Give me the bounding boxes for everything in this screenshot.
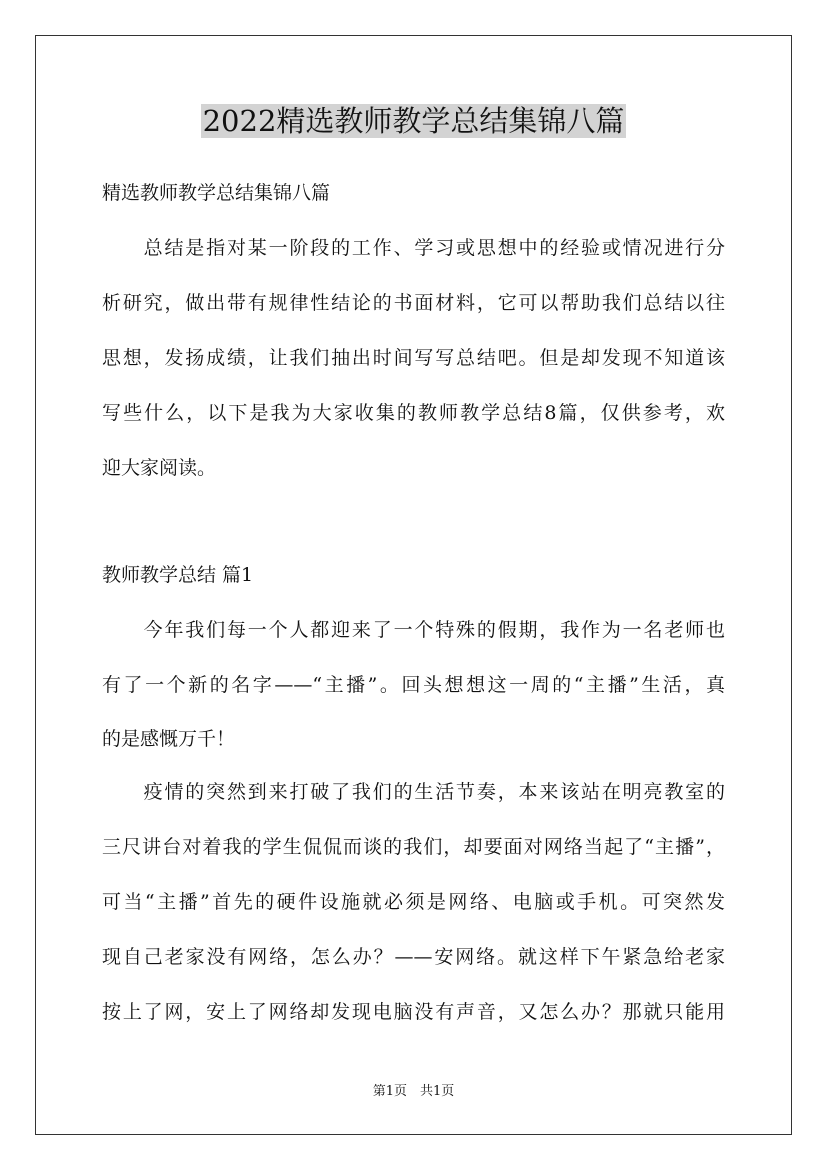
intro-line: 思想，发扬成绩，让我们抽出时间写写总结吧。但是却发现不知道该 <box>102 347 725 369</box>
intro-line: 总结是指对某一阶段的工作、学习或思想中的经验或情况进行分 <box>102 237 725 259</box>
paragraph-line: 现自己老家没有网络，怎么办？——安网络。就这样下午紧急给老家 <box>102 946 725 968</box>
intro-line: 析研究，做出带有规律性结论的书面材料，它可以帮助我们总结以往 <box>102 292 725 314</box>
paragraph-line: 今年我们每一个人都迎来了一个特殊的假期，我作为一名老师也 <box>102 619 725 641</box>
document-title <box>0 100 827 142</box>
paragraph-line: 有了一个新的名字——“主播”。回头想想这一周的“主播”生活，真 <box>102 674 725 696</box>
paragraph-line: 疫情的突然到来打破了我们的生活节奏，本来该站在明亮教室的 <box>102 781 725 803</box>
document-subtitle: 精选教师教学总结集锦八篇 <box>102 182 331 204</box>
intro-line: 写些什么，以下是我为大家收集的教师教学总结8篇，仅供参考，欢 <box>102 402 725 424</box>
paragraph-line: 可当“主播”首先的硬件设施就必须是网络、电脑或手机。可突然发 <box>102 891 725 913</box>
paragraph-line: 按上了网，安上了网络却发现电脑没有声音，又怎么办？那就只能用 <box>102 1001 725 1023</box>
document-title-text: 2022精选教师教学总结集锦八篇 <box>202 104 625 138</box>
section-heading: 教师教学总结 篇1 <box>102 564 254 586</box>
page-footer: 第1页 共1页 <box>372 1084 455 1099</box>
paragraph-line: 三尺讲台对着我的学生侃侃而谈的我们，却要面对网络当起了“主播”， <box>102 836 725 858</box>
intro-line: 迎大家阅读。 <box>102 457 217 479</box>
paragraph-line: 的是感慨万千！ <box>102 728 236 750</box>
